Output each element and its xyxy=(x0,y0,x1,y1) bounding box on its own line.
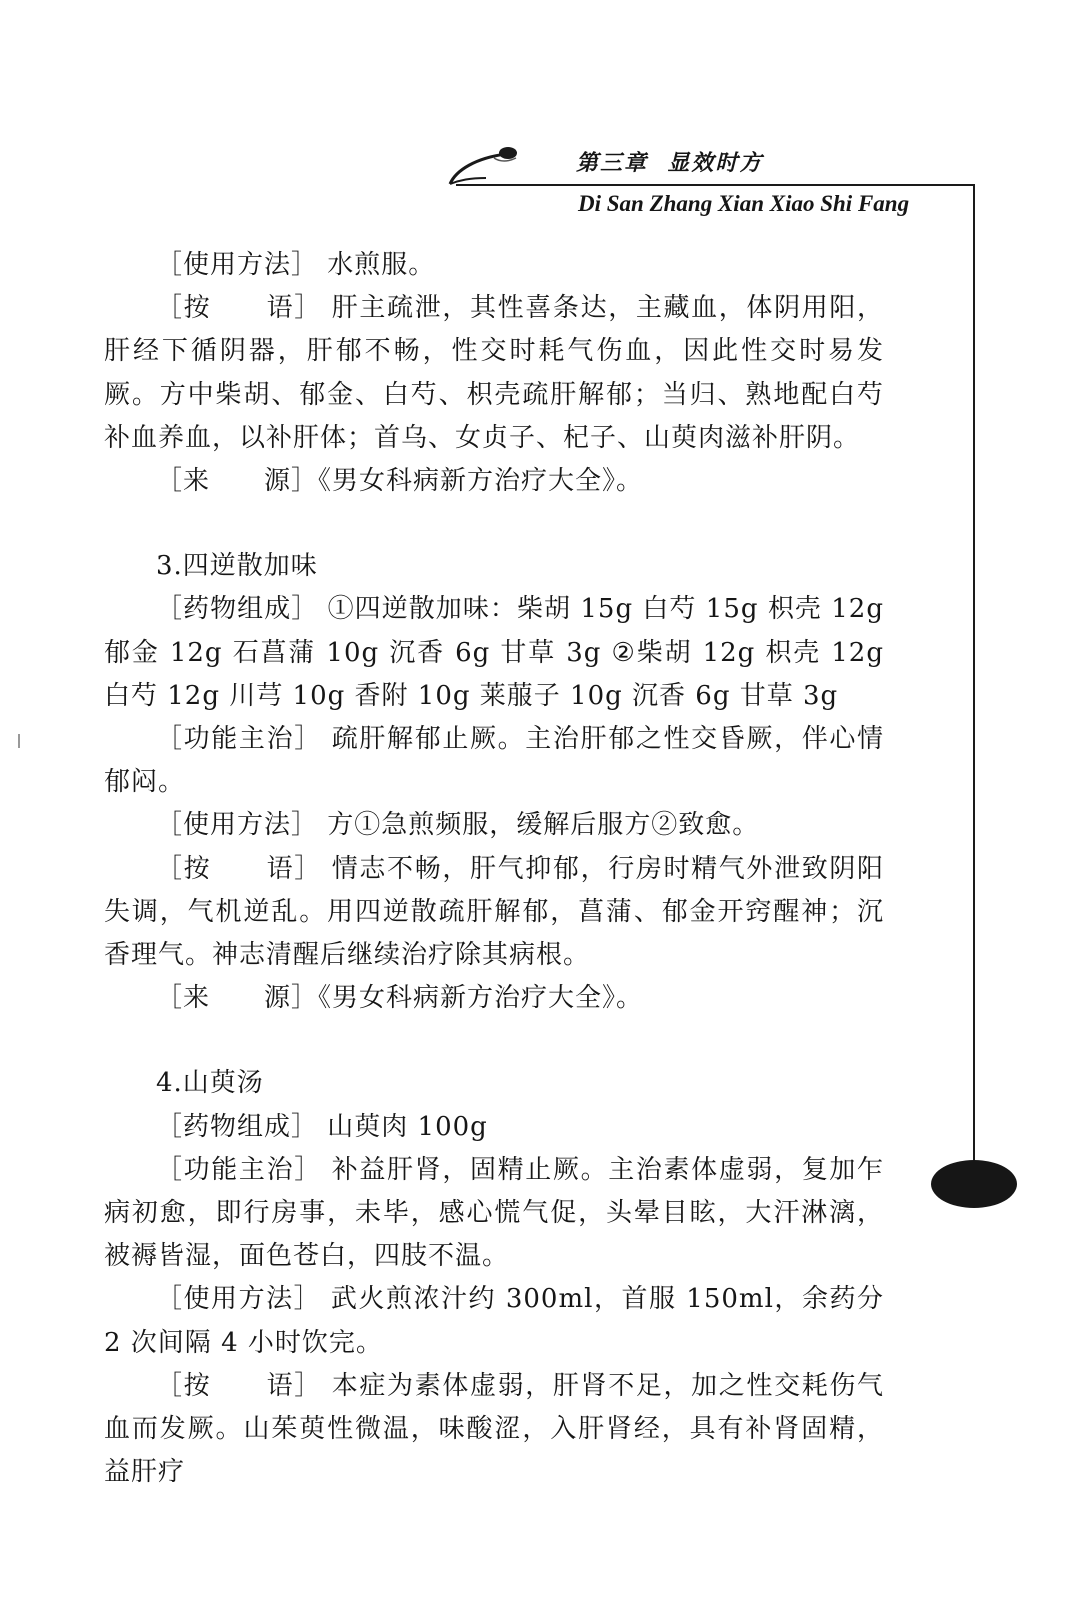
usage-paragraph: ［使用方法］ 武火煎浓汁约 300ml，首服 150ml，余药分 2 次间隔 4 小时饮完。 xyxy=(104,1284,884,1358)
margin-mark xyxy=(18,734,20,748)
function-paragraph: ［功能主治］ 补益肝肾，固精止厥。主治素体虚弱，复加乍病初愈，即行房事，未毕，感心慌气促，头晕目眩，大汗淋漓，被褥皆湿，面色苍白，四肢不温。 xyxy=(104,1154,884,1272)
ingredients-paragraph: ［药物组成］ 山萸肉 100g xyxy=(156,1111,488,1142)
header-rule xyxy=(456,184,975,186)
chapter-title: 第三章 显效时方 xyxy=(576,151,764,176)
section-gap xyxy=(104,1020,884,1062)
note-paragraph: ［按 语］ 肝主疏泄，其性喜条达，主藏血，体阴用阳，肝经下循阴器，肝郁不畅，性交时耗气伤血，因此性交时易发厥。方中柴胡、郁金、白芍、枳壳疏肝解郁；当归、熟地配白芍补血养血，以补肝体；首乌、女贞子、杞子、山萸肉滋补肝阴。 xyxy=(104,293,884,453)
page-body xyxy=(104,244,884,1494)
chapter-pinyin: Di San Zhang Xian Xiao Shi Fang xyxy=(578,191,910,216)
usage-line: ［使用方法］ 方①急煎频服，缓解后服方②致愈。 xyxy=(156,810,760,841)
header-ornament-icon xyxy=(446,140,536,190)
ingredients-paragraph: ［药物组成］ ①四逆散加味：柴胡 15g 白芍 15g 枳壳 12g 郁金 12g 石菖蒲 10g 沉香 6g 甘草 3g ②柴胡 12g 枳壳 12g 白芍 12g 川芎 10g 香附 10g 莱菔子 10g 沉香 6g 甘草 3g xyxy=(104,594,884,711)
source-line: ［来 源］《男女科病新方治疗大全》。 xyxy=(156,983,644,1014)
section-heading: 3.四逆散加味 xyxy=(156,551,318,582)
function-paragraph: ［功能主治］ 疏肝解郁止厥。主治肝郁之性交昏厥，伴心情郁闷。 xyxy=(104,724,884,798)
section-gap xyxy=(104,503,884,545)
side-rule xyxy=(973,184,975,1172)
note-paragraph: ［按 语］ 情志不畅，肝气抑郁，行房时精气外泄致阴阳失调，气机逆乱。用四逆散疏肝解郁，菖蒲、郁金开窍醒神；沉香理气。神志清醒后继续治疗除其病根。 xyxy=(104,853,884,971)
source-line: ［来 源］《男女科病新方治疗大全》。 xyxy=(156,466,644,497)
section-heading: 4.山萸汤 xyxy=(156,1068,264,1099)
page-tab-marker xyxy=(931,1160,1017,1208)
note-paragraph: ［按 语］ 本症为素体虚弱，肝肾不足，加之性交耗伤气血而发厥。山茱萸性微温，味酸涩，入肝肾经，具有补肾固精，益肝疗 xyxy=(104,1370,884,1488)
usage-line: ［使用方法］ 水煎服。 xyxy=(156,250,436,280)
